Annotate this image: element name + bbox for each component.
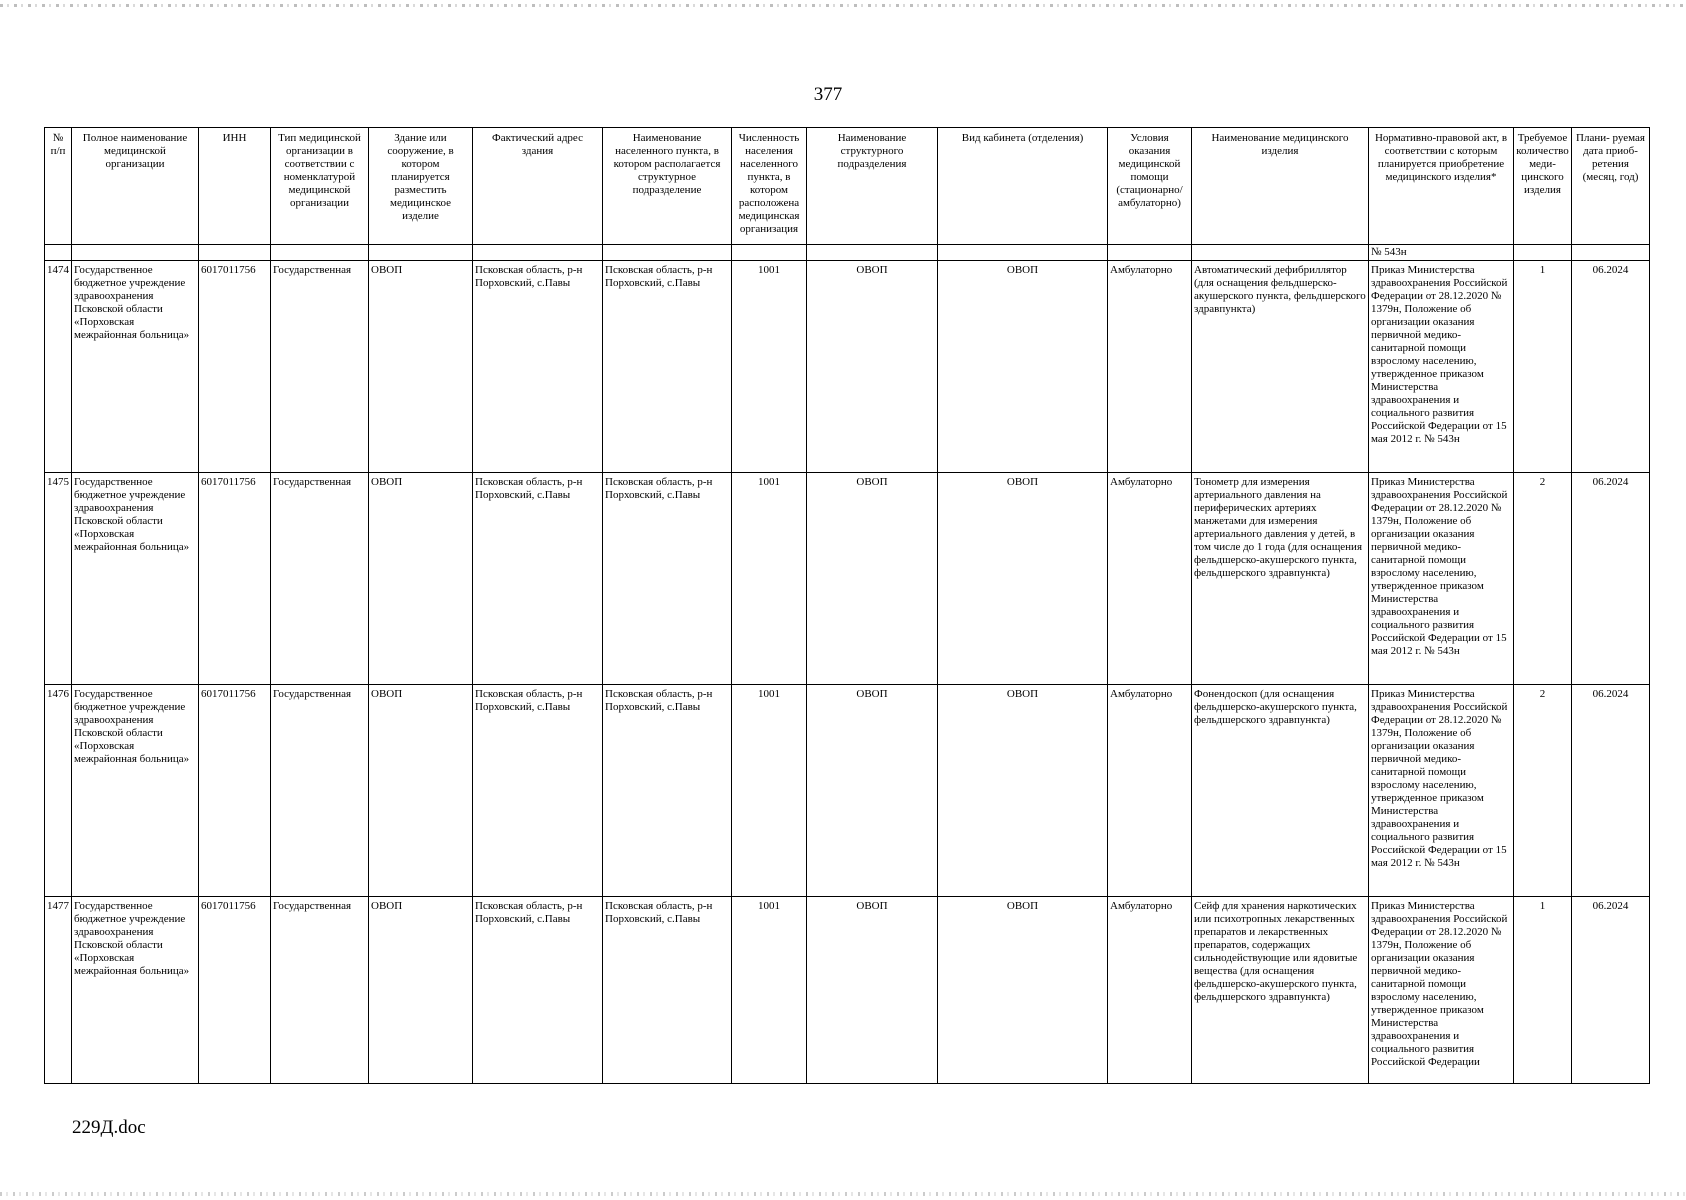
cell-type: Государственная [271,897,369,1084]
cell-date: 06.2024 [1572,685,1650,897]
cell-date: 06.2024 [1572,897,1650,1084]
cont-cell [1192,245,1369,261]
cell-building: ОВОП [369,473,473,685]
cell-qty: 2 [1514,685,1572,897]
cell-address: Псковская область, р-н Порховский, с.Павы [473,473,603,685]
cell-conditions: Амбулаторно [1108,685,1192,897]
cell-act: Приказ Министерства здравоохранения Российской Федерации от 28.12.2020 № 1379н, Положение об организации оказания первичной медико-санитарной помощи взрослому населению, утвержденное приказом Министерства здравоохранения и социального развития Российской Федерации [1369,897,1514,1084]
cont-cell [1572,245,1650,261]
cont-cell [45,245,72,261]
cell-conditions: Амбулаторно [1108,897,1192,1084]
cont-cell [938,245,1108,261]
cell-qty: 2 [1514,473,1572,685]
page-number: 377 [813,84,843,105]
equipment-table [44,127,1650,1084]
cell-type: Государственная [271,685,369,897]
header-cell-org: Полное наименование медицинской организации [72,128,199,245]
cell-num: 1475 [45,473,72,685]
cell-org: Государственное бюджетное учреждение здравоохранения Псковской области «Порховская межрайонная больница» [72,261,199,473]
cell-population: 1001 [732,685,807,897]
cell-device: Фонендоскоп (для оснащения фельдшерско-акушерского пункта, фельдшерского здравпункта) [1192,685,1369,897]
cell-act: Приказ Министерства здравоохранения Российской Федерации от 28.12.2020 № 1379н, Положение об организации оказания первичной медико-санитарной помощи взрослому населению, утвержденное приказом Министерства здравоохранения и социального развития Российской Федерации от 15 мая 2012 г. № 543н [1369,685,1514,897]
cell-population: 1001 [732,261,807,473]
cell-building: ОВОП [369,685,473,897]
cell-settlement: Псковская область, р-н Порховский, с.Павы [603,897,732,1084]
continuation-row [45,245,1650,261]
cell-device: Сейф для хранения наркотических или психотропных лекарственных препаратов и лекарственных препаратов, содержащих сильнодействующие или ядовитые вещества (для оснащения фельдшерско-акушерского пункта, фельдшерского здравпункта) [1192,897,1369,1084]
cell-type: Государственная [271,473,369,685]
cell-inn: 6017011756 [199,685,271,897]
cell-num: 1476 [45,685,72,897]
document-filename: 229Д.doc [72,1117,146,1138]
header-cell-population: Численность населения населенного пункта, в котором расположена медицинская организация [732,128,807,245]
cell-act: Приказ Министерства здравоохранения Российской Федерации от 28.12.2020 № 1379н, Положение об организации оказания первичной медико-санитарной помощи взрослому населению, утвержденное приказом Министерства здравоохранения и социального развития Российской Федерации от 15 мая 2012 г. № 543н [1369,473,1514,685]
header-cell-qty: Требуемое количество меди- цинского изделия [1514,128,1572,245]
header-cell-settlement: Наименование населенного пункта, в котором располагается структурное подразделение [603,128,732,245]
cell-device: Тонометр для измерения артериального давления на периферических артериях манжетами для измерения артериального давления у детей, в том числе до 1 года (для оснащения фельдшерско-акушерского пункта, фельдшерского здравпункта) [1192,473,1369,685]
cell-settlement: Псковская область, р-н Порховский, с.Павы [603,685,732,897]
header-cell-type: Тип медицинской организации в соответствии с номенклатурой медицинской организации [271,128,369,245]
header-cell-division: Наименование структурного подразделения [807,128,938,245]
cell-org: Государственное бюджетное учреждение здравоохранения Псковской области «Порховская межрайонная больница» [72,473,199,685]
cont-cell [369,245,473,261]
cell-building: ОВОП [369,261,473,473]
cell-division: ОВОП [807,685,938,897]
header-cell-act: Нормативно-правовой акт, в соответствии с которым планируется приобретение медицинского изделия* [1369,128,1514,245]
table-row [45,261,1650,473]
cell-device: Автоматический дефибриллятор (для оснащения фельдшерско-акушерского пункта, фельдшерского здравпункта) [1192,261,1369,473]
header-cell-conditions: Условия оказания медицинской помощи (стационарно/ амбулаторно) [1108,128,1192,245]
header-row [45,128,1650,245]
cell-act: Приказ Министерства здравоохранения Российской Федерации от 28.12.2020 № 1379н, Положение об организации оказания первичной медико-санитарной помощи взрослому населению, утвержденное приказом Министерства здравоохранения и социального развития Российской Федерации от 15 мая 2012 г. № 543н [1369,261,1514,473]
cont-cell [732,245,807,261]
cell-settlement: Псковская область, р-н Порховский, с.Павы [603,473,732,685]
scan-edge-bottom [0,1192,1686,1196]
table-row [45,897,1650,1084]
cell-type: Государственная [271,261,369,473]
cell-division: ОВОП [807,897,938,1084]
cell-qty: 1 [1514,261,1572,473]
cont-cell [199,245,271,261]
cell-division: ОВОП [807,473,938,685]
cell-date: 06.2024 [1572,473,1650,685]
header-cell-cabinet: Вид кабинета (отделения) [938,128,1108,245]
cont-cell [807,245,938,261]
cell-num: 1477 [45,897,72,1084]
cont-cell [603,245,732,261]
cell-address: Псковская область, р-н Порховский, с.Павы [473,261,603,473]
cell-org: Государственное бюджетное учреждение здравоохранения Псковской области «Порховская межрайонная больница» [72,685,199,897]
header-cell-num: № п/п [45,128,72,245]
cell-building: ОВОП [369,897,473,1084]
scan-edge-top [0,4,1686,7]
header-cell-date: Плани- руемая дата приоб- ретения (месяц, год) [1572,128,1650,245]
cell-address: Псковская область, р-н Порховский, с.Павы [473,685,603,897]
cell-date: 06.2024 [1572,261,1650,473]
header-cell-inn: ИНН [199,128,271,245]
cell-cabinet: ОВОП [938,261,1108,473]
header-cell-device: Наименование медицинского изделия [1192,128,1369,245]
cell-cabinet: ОВОП [938,685,1108,897]
header-cell-address: Фактический адрес здания [473,128,603,245]
cont-cell [72,245,199,261]
cont-cell [1514,245,1572,261]
header-cell-building: Здание или сооружение, в котором планируется разместить медицинское изделие [369,128,473,245]
cont-cell [473,245,603,261]
table-row [45,473,1650,685]
cont-cell-act: № 543н [1369,245,1514,261]
cell-conditions: Амбулаторно [1108,473,1192,685]
cont-cell [271,245,369,261]
cont-cell [1108,245,1192,261]
cell-conditions: Амбулаторно [1108,261,1192,473]
cell-settlement: Псковская область, р-н Порховский, с.Павы [603,261,732,473]
cell-population: 1001 [732,897,807,1084]
cell-org: Государственное бюджетное учреждение здравоохранения Псковской области «Порховская межрайонная больница» [72,897,199,1084]
cell-inn: 6017011756 [199,261,271,473]
cell-address: Псковская область, р-н Порховский, с.Павы [473,897,603,1084]
cell-num: 1474 [45,261,72,473]
table-row [45,685,1650,897]
cell-division: ОВОП [807,261,938,473]
cell-population: 1001 [732,473,807,685]
cell-cabinet: ОВОП [938,897,1108,1084]
cell-qty: 1 [1514,897,1572,1084]
cell-inn: 6017011756 [199,473,271,685]
cell-cabinet: ОВОП [938,473,1108,685]
cell-inn: 6017011756 [199,897,271,1084]
